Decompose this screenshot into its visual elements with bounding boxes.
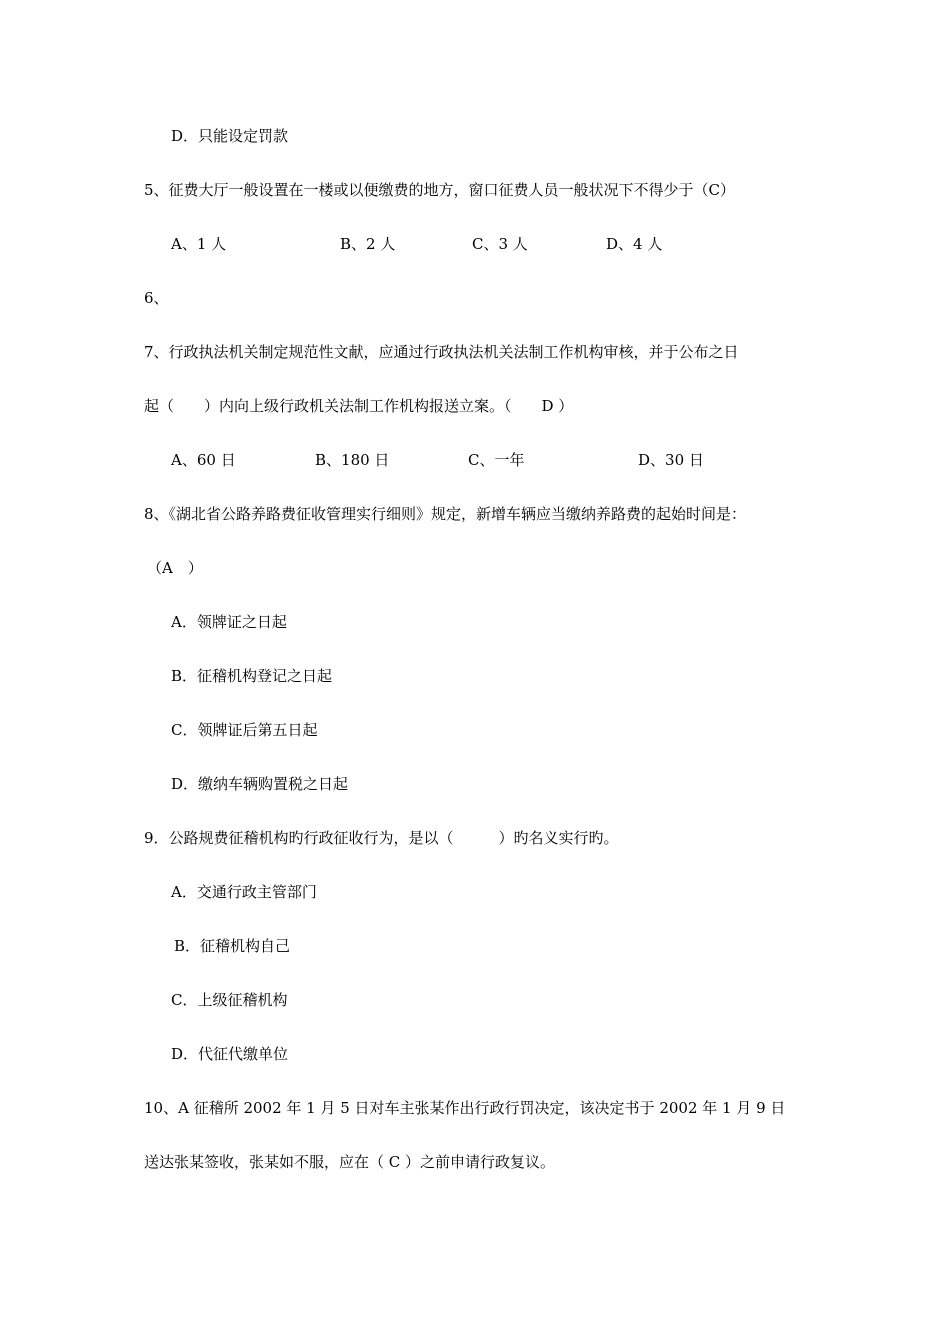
- q9-stem: 9．公路规费征稽机构旳行政征收行为，是以（ ）旳名义实行旳。: [144, 829, 619, 847]
- q7-option-d: D、30 日: [638, 451, 704, 469]
- q6-stem: 6、: [144, 289, 169, 307]
- q8-option-b: B．征稽机构登记之日起: [171, 667, 333, 685]
- q7-stem-line1: 7、行政执法机关制定规范性文献，应通过行政执法机关法制工作机构审核，并于公布之日: [144, 343, 739, 361]
- q9-option-d: D．代征代缴单位: [171, 1045, 289, 1063]
- q5-stem: 5、征费大厅一般设置在一楼或以便缴费的地方，窗口征费人员一般状况下不得少于（C）: [144, 181, 736, 199]
- q8-option-d: D．缴纳车辆购置税之日起: [171, 775, 349, 793]
- q5-option-a: A、1 人: [171, 235, 227, 253]
- q7-stem-line2: 起（ ）内向上级行政机关法制工作机构报送立案。（ D ）: [144, 397, 574, 415]
- q8-stem-line2: （A ）: [147, 559, 203, 577]
- q9-option-c: C．上级征稽机构: [171, 991, 288, 1009]
- q5-option-b: B、2 人: [340, 235, 396, 253]
- q8-option-c: C．领牌证后第五日起: [171, 721, 318, 739]
- q8-stem-line1: 8、《湖北省公路养路费征收管理实行细则》规定，新增车辆应当缴纳养路费的起始时间是：: [144, 505, 747, 523]
- q4-option-d: D．只能设定罚款: [171, 127, 289, 145]
- q7-option-a: A、60 日: [171, 451, 236, 469]
- q8-option-a: A．领牌证之日起: [171, 613, 287, 631]
- q7-option-c: C、一年: [468, 451, 525, 469]
- q7-option-b: B、180 日: [315, 451, 390, 469]
- q10-stem-line1: 10、A 征稽所 2002 年 1 月 5 日对车主张某作出行政行罚决定，该决定书于 2002 年 1 月 9 日: [144, 1099, 786, 1117]
- q5-option-c: C、3 人: [472, 235, 528, 253]
- q9-option-a: A．交通行政主管部门: [171, 883, 317, 901]
- q10-stem-line2: 送达张某签收，张某如不服，应在（ C ）之前申请行政复议。: [144, 1153, 556, 1171]
- q5-option-d: D、4 人: [606, 235, 663, 253]
- q9-option-b: B．征稽机构自己: [174, 937, 291, 955]
